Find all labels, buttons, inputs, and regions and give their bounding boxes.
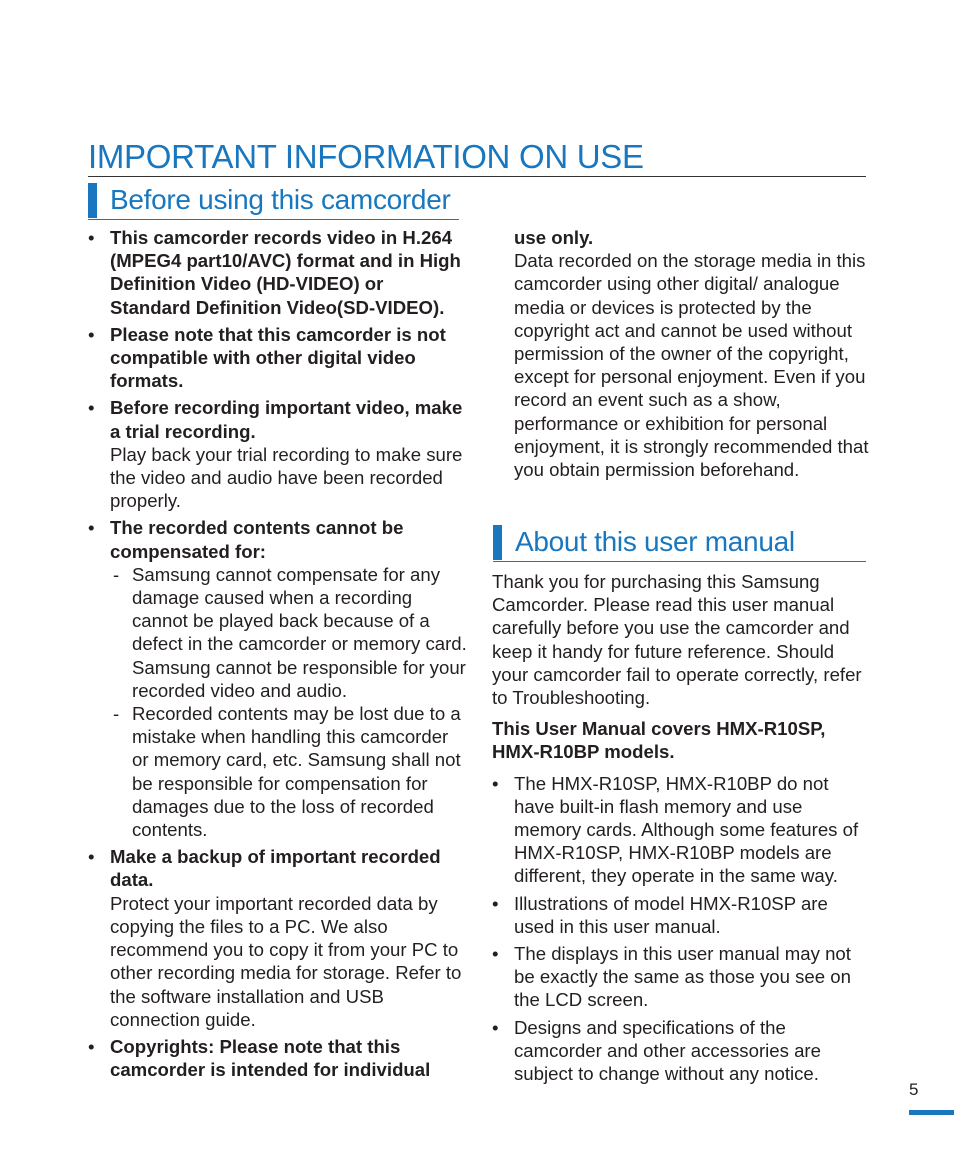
item-bold-text: • The recorded contents cannot be compensated for:	[110, 517, 404, 562]
covers-models-text: This User Manual covers HMX-R10SP, HMX-R10BP models.	[492, 718, 826, 763]
item-bold-text: • Copyrights: Please note that this camcorder is intended for individual	[110, 1035, 431, 1081]
list-item	[88, 396, 468, 512]
right-column-manual	[492, 570, 870, 1089]
list-item	[88, 516, 468, 841]
intro-paragraph: Thank you for purchasing this Samsung Camcorder. Please read this user manual carefully before you use the camcorder and keep it handy for future reference. Should your camcorder fail to operate correctly, refer to Troubleshooting.	[492, 571, 862, 709]
page-number-bar	[909, 1110, 954, 1115]
item-bold-text: • Make a backup of important recorded data.	[110, 846, 441, 891]
sub-item-text: - Samsung cannot compensate for any damage caused when a recording cannot be played back because of a defect in the camcorder or memory card.	[132, 563, 467, 655]
list-item	[88, 323, 468, 393]
list-item	[88, 226, 468, 319]
section-heading-text: Before using this camcorder	[110, 184, 451, 215]
section-heading-about-manual	[493, 525, 866, 562]
item-body-text: Play back your trial recording to make sure the video and audio have been recorded properly.	[110, 443, 463, 512]
left-column	[88, 226, 468, 1085]
heading-accent-bar	[493, 525, 502, 560]
sub-list-item	[110, 563, 468, 702]
item-bold-text: • Please note that this camcorder is not compatible with other digital video formats.	[110, 323, 446, 392]
heading-accent-bar	[88, 183, 97, 218]
right-column-continuation	[514, 226, 870, 481]
continued-bold-text: use only.	[514, 227, 594, 248]
item-bold-text: • This camcorder records video in H.264 (MPEG4 part10/AVC) format and in High Definition Video (HD-VIDEO) or Standard Definition Video(SD-VIDEO).	[110, 227, 461, 318]
sub-list-item	[110, 702, 468, 841]
section-heading-text: About this user manual	[515, 526, 795, 557]
list-item	[88, 845, 468, 1031]
page-number: 5	[909, 1080, 919, 1099]
list-item	[88, 1035, 468, 1081]
list-item	[492, 892, 870, 938]
item-body-text: Protect your important recorded data by copying the files to a PC. We also recommend you to copy it from your PC to other recording media for storage. Refer to the software installation and USB connection guide.	[110, 892, 462, 1030]
item-body-text: • Designs and specifications of the camcorder and other accessories are subject to change without any notice.	[514, 1016, 821, 1085]
section-heading-before-using	[88, 183, 459, 220]
page-title: IMPORTANT INFORMATION ON USE	[88, 138, 866, 177]
list-item	[492, 942, 870, 1012]
item-body-text: • Illustrations of model HMX-R10SP are used in this user manual.	[514, 892, 828, 937]
list-item	[492, 772, 870, 888]
sub-item-text: - Recorded contents may be lost due to a mistake when handling this camcorder or memory card, etc. Samsung shall not be responsible for compensation for damages due to the loss of recorded contents.	[132, 703, 461, 841]
item-bold-text: • Before recording important video, make a trial recording.	[110, 397, 463, 442]
item-body-text: • The displays in this user manual may not be exactly the same as those you see on the LCD screen.	[514, 943, 851, 1011]
item-body-text: • The HMX-R10SP, HMX-R10BP do not have built-in flash memory and use memory cards. Although some features of HMX-R10SP, HMX-R10BP models are different, they operate in the same way.	[514, 772, 859, 887]
sub-item-text-2: Samsung cannot be responsible for your recorded video and audio.	[132, 656, 466, 701]
list-item	[492, 1016, 870, 1086]
continued-body-text: Data recorded on the storage media in this camcorder using other digital/ analogue media or devices is protected by the copyright act and cannot be used without permission of the owner of the copyright, except for personal enjoyment. Even if you record an event such as a show, performance or exhibition for personal enjoyment, it is strongly recommended that you obtain permission beforehand.	[514, 250, 869, 481]
